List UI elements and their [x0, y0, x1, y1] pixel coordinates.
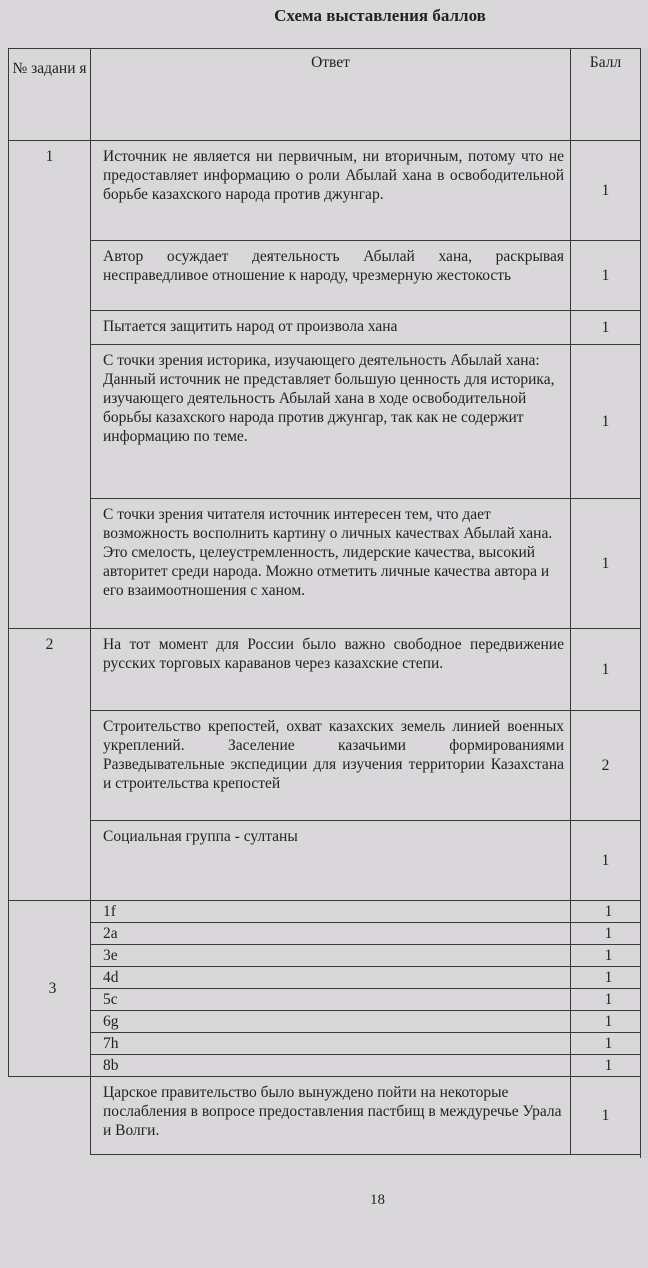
- table-row: [9, 241, 641, 311]
- page-title: Схема выставления баллов: [274, 6, 486, 25]
- answer-cell: Пытается защитить народ от произвола хана: [91, 311, 571, 345]
- answer-cell: Царское правительство было вынуждено пойти на некоторые послабления в вопросе предоставления пастбищ в междуречье Урала и Волги.: [91, 1077, 571, 1155]
- table-row: [9, 1077, 641, 1155]
- answer-cell: С точки зрения читателя источник интересен тем, что дает возможность восполнить картину о личных качествах Абылай хана. Это смелость, целеустремленность, лидерские качества, высокий авторитет среди народа. Можно отметить личные качества автора и его взаимоотношения с ханом.: [91, 499, 571, 629]
- points-cell: 1: [571, 141, 641, 241]
- table-row: [9, 1011, 641, 1033]
- task-number: 1: [9, 141, 91, 629]
- points-cell: 1: [571, 241, 641, 311]
- adjacent-column-edge: [640, 48, 648, 1158]
- table-row: [9, 141, 641, 241]
- answer-cell: Источник не является ни первичным, ни вторичным, потому что не предоставляет информацию о роли Абылай хана в освободительной борьбе казахского народа против джунгар.: [91, 141, 571, 241]
- points-cell: 1: [571, 945, 641, 967]
- header-points: Балл: [571, 49, 641, 141]
- table-row: [9, 967, 641, 989]
- answer-cell: Социальная группа - султаны: [91, 821, 571, 901]
- answer-cell: 2a: [91, 923, 571, 945]
- header-answer: Ответ: [91, 49, 571, 141]
- points-cell: 1: [571, 1011, 641, 1033]
- points-cell: 1: [571, 1077, 641, 1155]
- answer-cell: С точки зрения историка, изучающего деятельность Абылай хана: Данный источник не представляет большую ценность для историка, изучающего деятельность Абылай хана в ходе освободительной борьбы казахского народа против джунгар, так как не содержит информацию по теме.: [91, 345, 571, 499]
- points-cell: 1: [571, 345, 641, 499]
- table-row: [9, 711, 641, 821]
- table-row: [9, 821, 641, 901]
- answer-cell: 4d: [91, 967, 571, 989]
- points-cell: 1: [571, 989, 641, 1011]
- points-cell: 1: [571, 821, 641, 901]
- answer-cell: 6g: [91, 1011, 571, 1033]
- scoring-table: [8, 48, 641, 1155]
- page-number: 18: [370, 1192, 385, 1208]
- task-number-empty: [9, 1077, 91, 1155]
- points-cell: 1: [571, 311, 641, 345]
- points-cell: 1: [571, 499, 641, 629]
- points-cell: 1: [571, 901, 641, 923]
- points-cell: 1: [571, 1033, 641, 1055]
- answer-cell: 3e: [91, 945, 571, 967]
- task-number: 2: [9, 629, 91, 901]
- table-row: [9, 499, 641, 629]
- task-number: 3: [9, 901, 91, 1077]
- points-cell: 2: [571, 711, 641, 821]
- points-cell: 1: [571, 1055, 641, 1077]
- answer-cell: 7h: [91, 1033, 571, 1055]
- table-row: [9, 629, 641, 711]
- answer-cell: 5c: [91, 989, 571, 1011]
- table-row: [9, 1055, 641, 1077]
- answer-cell: 1f: [91, 901, 571, 923]
- answer-cell: 8b: [91, 1055, 571, 1077]
- points-cell: 1: [571, 967, 641, 989]
- points-cell: 1: [571, 629, 641, 711]
- points-cell: 1: [571, 923, 641, 945]
- table-row: [9, 345, 641, 499]
- table-row: [9, 989, 641, 1011]
- table-row: [9, 311, 641, 345]
- table-header: [9, 49, 641, 141]
- table-row: [9, 945, 641, 967]
- answer-cell: На тот момент для России было важно свободное передвижение русских торговых караванов через казахские степи.: [91, 629, 571, 711]
- header-num: № задани я: [9, 49, 91, 141]
- answer-cell: Строительство крепостей, охват казахских земель линией военных укреплений. Заселение казачьими формированиями Разведывательные экспедиции для изучения территории Казахстана и строительства крепостей: [91, 711, 571, 821]
- table-row: [9, 901, 641, 923]
- table-row: [9, 1033, 641, 1055]
- table-row: [9, 923, 641, 945]
- answer-cell: Автор осуждает деятельность Абылай хана, раскрывая несправедливое отношение к народу, чрезмерную жестокость: [91, 241, 571, 311]
